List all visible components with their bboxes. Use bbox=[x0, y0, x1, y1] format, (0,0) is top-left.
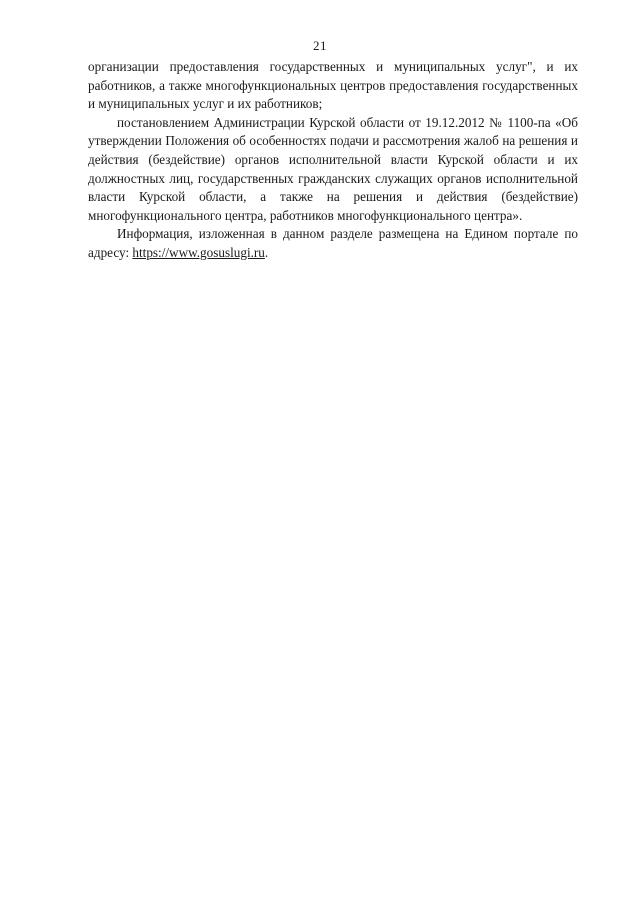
paragraph-continuation: организации предоставления государственных и муниципальных услуг", и их работников, а также многофункциональных центров предоставления государственных и муниципальных услуг и их работников; bbox=[88, 59, 578, 112]
gosuslugi-link[interactable]: https://www.gosuslugi.ru bbox=[132, 244, 265, 260]
information-text: Информация, изложенная в данном разделе размещена на Едином портале по адресу: bbox=[88, 226, 578, 260]
paragraph-information bbox=[88, 225, 578, 262]
link-trailing-period: . bbox=[264, 244, 269, 260]
document-body bbox=[88, 58, 578, 263]
page-number: 21 bbox=[313, 38, 327, 53]
paragraph-resolution: постановлением Администрации Курской области от 19.12.2012 № 1100-па «Об утверждении Положения об особенностях подачи и рассмотрения жалоб на решения и действия (бездействие) органов исполнительной власти Курской области и их должностных лиц, государственных гражданских служащих органов исполнительной власти Курской области, а также на решения и действия (бездействие) многофункционального центра, работников многофункционального центра». bbox=[88, 114, 578, 223]
